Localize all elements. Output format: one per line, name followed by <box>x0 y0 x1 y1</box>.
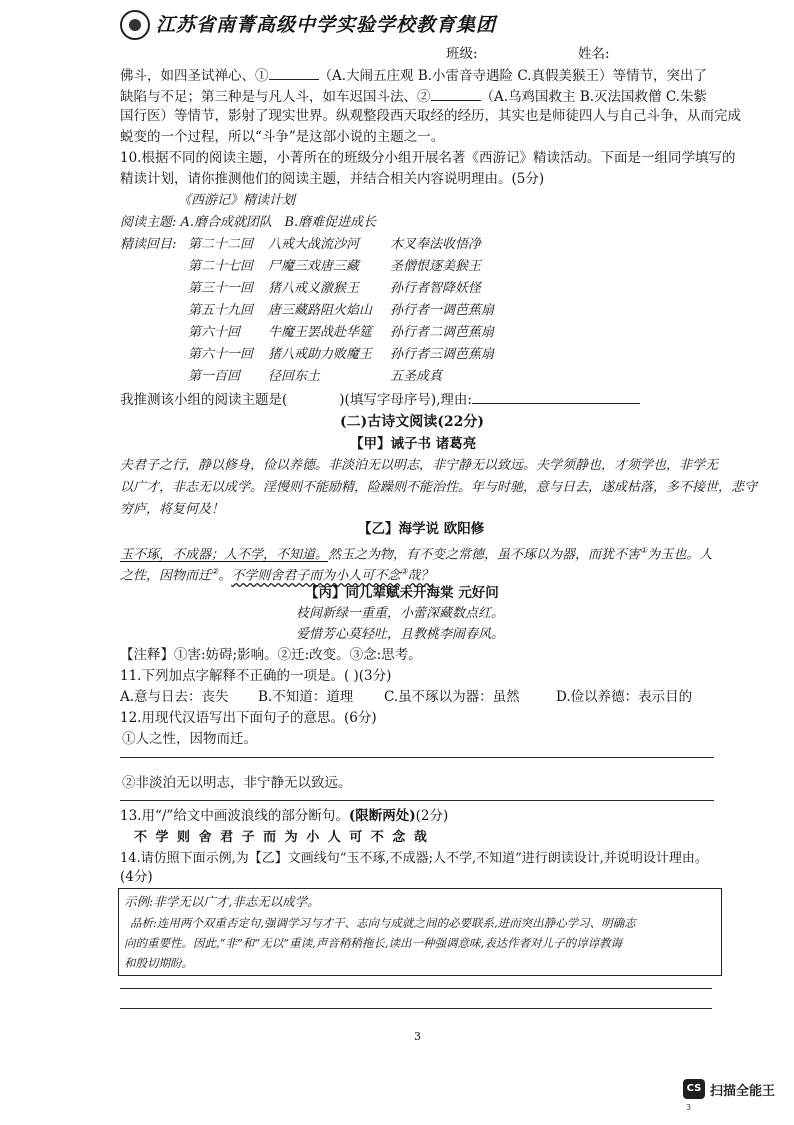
chapter-title-b: 木叉奉法收悟净 <box>390 237 482 252</box>
yi-title: 【乙】海学说 欧阳修 <box>358 521 485 537</box>
page-number: 3 <box>414 1030 421 1043</box>
plan-theme-row <box>120 214 376 231</box>
plan-reason-blank[interactable] <box>472 390 640 404</box>
intro-line-2 <box>120 87 707 106</box>
yi-text: 然玉之为物，有不变之常德，虽不琢以为器，而犹不害 <box>328 547 641 563</box>
yi-wavy-end: 哉？ <box>407 568 434 584</box>
intro-line-1b: （A.大闹五庄观 B.小雷音寺遇险 C.真假美猴王）等情节，突出了 <box>318 68 707 84</box>
chapter-num: 第三十一回 <box>188 281 254 296</box>
q11-option-a[interactable]: A.意与日去：丧失 <box>120 689 229 705</box>
q11-option-b[interactable]: B.不知道：道理 <box>258 689 354 705</box>
chapter-num: 第五十九回 <box>188 303 254 318</box>
chapter-title-b: 孙行者三调芭蕉扇 <box>390 347 495 362</box>
chapter-title-b: 孙行者二调芭蕉扇 <box>390 325 495 340</box>
school-logo-mark <box>129 19 141 31</box>
q14-example: 示例:非学无以广才,非志无以成学。 <box>124 894 320 909</box>
q13-stem-text: 13.用“/”给文中画波浪线的部分断句。 <box>120 808 349 824</box>
scanner-small-mark: 3 <box>686 1103 692 1112</box>
q10-line-1: 10.根据不同的阅读主题，小菁所在的班级分小组开展名著《西游记》精读活动。下面是一组同学填写的 <box>120 150 736 166</box>
intro-line-3: 国行医）等情节，影射了现实世界。纵观整段西天取经的经历，其实也是师徒四人与自己斗争，从而完成 <box>120 108 741 124</box>
chapter-title-b: 五圣成真 <box>390 369 443 384</box>
intro-line-1 <box>120 66 707 85</box>
intro-line-4: 蜕变的一个过程，所以“斗争”是这部小说的主题之一。 <box>120 129 445 145</box>
yi-text: 为玉也。人 <box>647 547 713 563</box>
name-label: 姓名: <box>578 46 610 62</box>
chapter-title-a: 八戒大战流沙河 <box>268 237 360 252</box>
yi-text: 之性，因物而迁 <box>120 568 212 584</box>
q12-stem: 12.用现代汉语写出下面句子的意思。(6分) <box>120 710 377 726</box>
chapter-title-b: 孙行者智降妖怪 <box>390 281 482 296</box>
yi-line-1 <box>120 542 712 563</box>
chapter-num: 第一百回 <box>188 369 241 384</box>
plan-theme-a: A.磨合成就团队 <box>180 215 273 230</box>
plan-theme-b: B.磨难促进成长 <box>284 215 377 230</box>
q14-line-1: 14.请仿照下面示例,为【乙】文画线句“玉不琢,不成器;人不学,不知道”进行朗读设计,并说明设计理由。 <box>120 851 708 866</box>
section-2-title: (二)古诗文阅读(22分) <box>340 414 484 430</box>
plan-title: 《西游记》精读计划 <box>178 193 296 208</box>
yi-wavy-sentence: 不学则舍君子而为小人可不念 <box>231 568 401 584</box>
q14-answer-line-2[interactable] <box>120 1008 712 1009</box>
yi-underlined-sentence: 玉不琢，不成器；人不学，不知道。 <box>120 547 329 563</box>
q12-sentence-1: ①人之性，因物而迁。 <box>122 731 257 747</box>
q14-answer-line-1[interactable] <box>120 988 712 989</box>
class-label: 班级: <box>446 46 478 62</box>
q13-sentence[interactable]: 不 学 则 舍 君 子 而 为 小 人 可 不 念 哉 <box>134 830 429 845</box>
scanner-logo: CS <box>683 1079 705 1099</box>
q11-option-d[interactable]: D.俭以养德：表示目的 <box>556 689 693 705</box>
chapter-title-a: 牛魔王罢战赴华筵 <box>268 325 373 340</box>
yi-text: 。 <box>218 568 232 584</box>
q14-analysis-2: 向的重要性。因此,“非”和“无以”重读,声音稍稍拖长,读出一种强调意味,表达作者对儿子的谆谆教诲 <box>124 936 623 950</box>
yi-note-ref-1: ① <box>640 546 648 555</box>
plan-theme-label: 阅读主题: <box>120 215 177 230</box>
blank-1[interactable] <box>269 66 319 80</box>
jia-title: 【甲】诫子书 诸葛亮 <box>350 436 477 452</box>
intro-line-2b: （A.乌鸡国救主 B.灭法国救僧 C.朱紫 <box>480 89 707 105</box>
q12-answer-line-2[interactable] <box>120 800 714 801</box>
chapter-title-a: 尸魔三戏唐三藏 <box>268 259 360 274</box>
intro-line-2a: 缺陷与不足；第三种是与凡人斗，如车迟国斗法、② <box>120 89 431 105</box>
plan-chapters-label: 精读回目: <box>120 237 177 252</box>
chapter-title-a: 猪八戒助力败魔王 <box>268 347 373 362</box>
q14-analysis-3: 和殷切期盼。 <box>124 956 193 970</box>
chapter-num: 第二十七回 <box>188 259 254 274</box>
q10-line-2: 精读计划，请你推测他们的阅读主题，并结合相关内容说明理由。(5分) <box>120 171 545 187</box>
chapter-num: 第六十回 <box>188 325 241 340</box>
yi-note-ref-2: ② <box>211 567 219 576</box>
chapter-title-b: 孙行者一调芭蕉扇 <box>390 303 495 318</box>
q13-limit: (限断两处) <box>348 808 416 824</box>
chapter-num: 第六十一回 <box>188 347 254 362</box>
chapter-title-a: 径回东土 <box>268 369 321 384</box>
q13-score: (2分) <box>415 808 449 824</box>
school-logo <box>120 10 150 40</box>
yi-note-ref-3: ③ <box>400 567 408 576</box>
jia-line-3: 穷庐，将复何及！ <box>120 502 225 517</box>
plan-answer-row <box>120 390 640 409</box>
bing-line-1: 枝间新绿一重重，小蕾深藏数点红。 <box>296 606 505 621</box>
blank-2[interactable] <box>431 87 481 101</box>
q14-analysis-1: 品析:连用两个双重否定句,强调学习与才干、志向与成就之间的必要联系,进而突出静心学习、明确志 <box>130 916 636 930</box>
bing-title: 【丙】同儿辈赋未开海棠 元好问 <box>305 585 499 601</box>
chapter-title-b: 圣僧恨逐美猴王 <box>390 259 482 274</box>
q11-stem: 11.下列加点字解释不正确的一项是。( )(3分) <box>120 668 392 684</box>
q12-answer-line-1[interactable] <box>120 757 714 758</box>
intro-line-1a: 佛斗，如四圣试禅心、① <box>120 68 269 84</box>
q11-option-c[interactable]: C.虽不琢以为器：虽然 <box>384 689 520 705</box>
school-name: 江苏省南菁高级中学实验学校教育集团 <box>156 14 497 36</box>
chapter-title-a: 唐三藏路阻火焰山 <box>268 303 373 318</box>
plan-answer-prefix: 我推测该小组的阅读主题是( <box>120 392 288 408</box>
scanner-name: 扫描全能王 <box>710 1084 776 1099</box>
jia-line-2: 以广才，非志无以成学。淫慢则不能励精，险躁则不能治性。年与时驰，意与日去，遂成枯落，多不接世，悲守 <box>120 480 758 495</box>
q14-line-2: (4分) <box>120 869 153 885</box>
notes: 【注释】①害:妨碍;影响。②迁:改变。③念:思考。 <box>120 647 422 663</box>
chapter-title-a: 猪八戒义激猴王 <box>268 281 360 296</box>
jia-line-1: 夫君子之行，静以修身，俭以养德。非淡泊无以明志，非宁静无以致远。夫学须静也，才须学也，非学无 <box>120 458 719 473</box>
yi-line-2 <box>120 563 433 584</box>
q12-sentence-2: ②非淡泊无以明志，非宁静无以致远。 <box>122 775 352 791</box>
plan-answer-suffix: )(填写字母序号),理由: <box>339 392 472 408</box>
bing-line-2: 爱惜芳心莫轻吐，且教桃李闹春风。 <box>296 627 505 642</box>
q13-stem <box>120 808 448 825</box>
chapter-num: 第二十二回 <box>188 237 254 252</box>
